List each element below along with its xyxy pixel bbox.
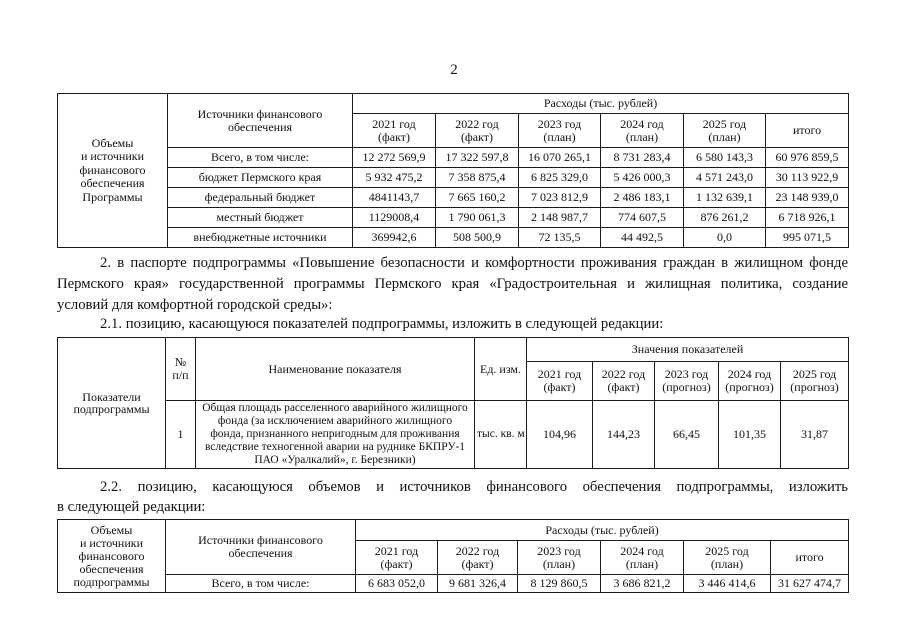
year-label: 2022 год	[601, 367, 646, 381]
value-cell: 774 607,5	[601, 208, 684, 228]
value-cell: 7 023 812,9	[519, 188, 601, 208]
row-number-cell: 1	[166, 401, 196, 469]
indicator-name-cell: Общая площадь расселенного аварийного жилищного фонда (за исключением аварийного жилищного фонда, признанного непригодным для проживания вследствие техногенной аварии на руднике БКПРУ-1 ПАО «Уралкалий», г. Березники)	[196, 401, 475, 469]
year-column-header	[684, 541, 771, 575]
total-cell: 23 148 939,0	[766, 188, 849, 208]
year-column-header	[436, 114, 519, 148]
status-label: (прогноз)	[662, 380, 711, 394]
total-cell: 995 071,5	[766, 228, 849, 248]
value-cell: 508 500,9	[436, 228, 519, 248]
status-label: (план)	[708, 129, 741, 144]
year-column-header	[655, 362, 719, 401]
source-cell: местный бюджет	[168, 208, 353, 228]
year-column-header	[684, 114, 766, 148]
status-label: (план)	[542, 556, 576, 571]
value-cell: 9 681 326,4	[438, 575, 518, 593]
status-label: (факт)	[380, 556, 413, 571]
year-column-header	[356, 541, 438, 575]
table-row	[58, 401, 849, 469]
sources-header: Источники финансового обеспечения	[168, 94, 353, 148]
subprogram-indicators-table	[57, 337, 849, 469]
table-row-header: Объемы и источники финансового обеспечения Программы	[58, 94, 168, 248]
value-cell: 1129008,4	[353, 208, 436, 228]
table-row	[58, 228, 849, 248]
status-label: (факт)	[460, 129, 493, 144]
values-header: Значения показателей	[527, 338, 849, 362]
source-cell: Всего, в том числе:	[166, 575, 356, 593]
status-label: (прогноз)	[790, 380, 839, 394]
year-column-header	[527, 362, 593, 401]
table-header-row	[58, 520, 849, 541]
value-cell: 1 132 639,1	[684, 188, 766, 208]
value-cell: 6 580 143,3	[684, 148, 766, 168]
value-cell: 876 261,2	[684, 208, 766, 228]
value-cell: 7 358 875,4	[436, 168, 519, 188]
year-label: 2024 год	[620, 116, 664, 131]
year-label: 2021 год	[372, 116, 416, 131]
value-cell: 44 492,5	[601, 228, 684, 248]
year-label: 2023 год	[664, 367, 709, 381]
value-cell: 7 665 160,2	[436, 188, 519, 208]
value-cell: 369942,6	[353, 228, 436, 248]
total-header: итого	[771, 541, 849, 575]
value-cell: 17 322 597,8	[436, 148, 519, 168]
year-column-header	[601, 114, 684, 148]
status-label: (факт)	[461, 556, 494, 571]
value-cell: 12 272 569,9	[353, 148, 436, 168]
status-label: (факт)	[543, 380, 576, 394]
year-column-header	[438, 541, 518, 575]
year-label: 2022 год	[455, 543, 500, 558]
status-label: (прогноз)	[725, 380, 774, 394]
paragraph-2-2	[57, 477, 848, 517]
status-label: (факт)	[377, 129, 410, 144]
value-cell: 4 571 243,0	[684, 168, 766, 188]
value-cell: 31,87	[781, 401, 849, 469]
status-label: (факт)	[607, 380, 640, 394]
value-cell: 104,96	[527, 401, 593, 469]
status-label: (план)	[625, 556, 659, 571]
total-cell: 6 718 926,1	[766, 208, 849, 228]
subprogram-funding-table	[57, 519, 849, 593]
unit-cell: тыс. кв. м	[475, 401, 527, 469]
table-row	[58, 168, 849, 188]
total-header: итого	[766, 114, 849, 148]
program-funding-table	[57, 93, 849, 248]
year-column-header	[593, 362, 655, 401]
value-cell: 0,0	[684, 228, 766, 248]
unit-header: Ед. изм.	[475, 338, 527, 401]
value-cell: 72 135,5	[519, 228, 601, 248]
table-row-header: Показатели подпрограммы	[58, 338, 166, 469]
year-label: 2025 год	[792, 367, 837, 381]
value-cell: 8 129 860,5	[518, 575, 601, 593]
expenses-header: Расходы (тыс. рублей)	[356, 520, 849, 541]
year-column-header	[781, 362, 849, 401]
status-label: (план)	[625, 129, 659, 144]
status-label: (план)	[710, 556, 744, 571]
value-cell: 2 486 183,1	[601, 188, 684, 208]
number-header: № п/п	[166, 338, 196, 401]
table-row	[58, 148, 849, 168]
value-cell: 2 148 987,7	[519, 208, 601, 228]
value-cell: 101,35	[719, 401, 781, 469]
year-label: 2022 год	[455, 116, 499, 131]
value-cell: 3 686 821,2	[601, 575, 684, 593]
table-row-header: Объемы и источники финансового обеспечения подпрограммы	[58, 520, 166, 593]
expenses-header: Расходы (тыс. рублей)	[353, 94, 849, 114]
value-cell: 3 446 414,6	[684, 575, 771, 593]
year-column-header	[353, 114, 436, 148]
value-cell: 5 932 475,2	[353, 168, 436, 188]
table-header-row	[58, 94, 849, 114]
year-label: 2023 год	[537, 116, 582, 131]
table-header-row	[58, 338, 849, 362]
year-label: 2021 год	[374, 543, 419, 558]
year-label: 2024 год	[727, 367, 772, 381]
source-cell: Всего, в том числе:	[168, 148, 353, 168]
source-cell: федеральный бюджет	[168, 188, 353, 208]
year-label: 2024 год	[620, 543, 664, 558]
paragraph-line: 2.2. позицию, касающуюся объемов и источников финансового обеспечения подпрограммы, изложить	[100, 479, 848, 495]
year-label: 2025 год	[705, 543, 749, 558]
page-number: 2	[450, 62, 458, 78]
value-cell: 66,45	[655, 401, 719, 469]
paragraph-line: Пермского края» государственной программы Пермского края «Градостроительная и жилищная политика, создание	[57, 276, 848, 292]
table-row	[58, 575, 849, 593]
source-cell: внебюджетные источники	[168, 228, 353, 248]
source-cell: бюджет Пермского края	[168, 168, 353, 188]
year-label: 2025 год	[702, 116, 747, 131]
year-column-header	[719, 362, 781, 401]
paragraph-line: 2. в паспорте подпрограммы «Повышение безопасности и комфортности проживания граждан в жилищном фонде	[100, 255, 848, 271]
indicator-name-header: Наименование показателя	[196, 338, 475, 401]
paragraph-line: в следующей редакции:	[57, 499, 206, 515]
value-cell: 1 790 061,3	[436, 208, 519, 228]
paragraph-2-1	[57, 314, 848, 335]
paragraph-line: 2.1. позицию, касающуюся показателей подпрограммы, изложить в следующей редакции:	[100, 316, 664, 332]
year-column-header	[518, 541, 601, 575]
total-cell: 30 113 922,9	[766, 168, 849, 188]
value-cell: 5 426 000,3	[601, 168, 684, 188]
year-column-header	[519, 114, 601, 148]
value-cell: 16 070 265,1	[519, 148, 601, 168]
table-row	[58, 208, 849, 228]
value-cell: 8 731 283,4	[601, 148, 684, 168]
year-label: 2023 год	[537, 543, 581, 558]
status-label: (план)	[543, 129, 576, 144]
value-cell: 4841143,7	[353, 188, 436, 208]
total-cell: 60 976 859,5	[766, 148, 849, 168]
value-cell: 144,23	[593, 401, 655, 469]
year-label: 2021 год	[537, 367, 582, 381]
total-cell: 31 627 474,7	[771, 575, 849, 593]
value-cell: 6 683 052,0	[356, 575, 438, 593]
year-column-header	[601, 541, 684, 575]
paragraph-line: условий для комфортной городской среды»:	[57, 297, 333, 313]
table-row	[58, 188, 849, 208]
value-cell: 6 825 329,0	[519, 168, 601, 188]
sources-header: Источники финансового обеспечения	[166, 520, 356, 575]
paragraph-2	[57, 253, 848, 316]
